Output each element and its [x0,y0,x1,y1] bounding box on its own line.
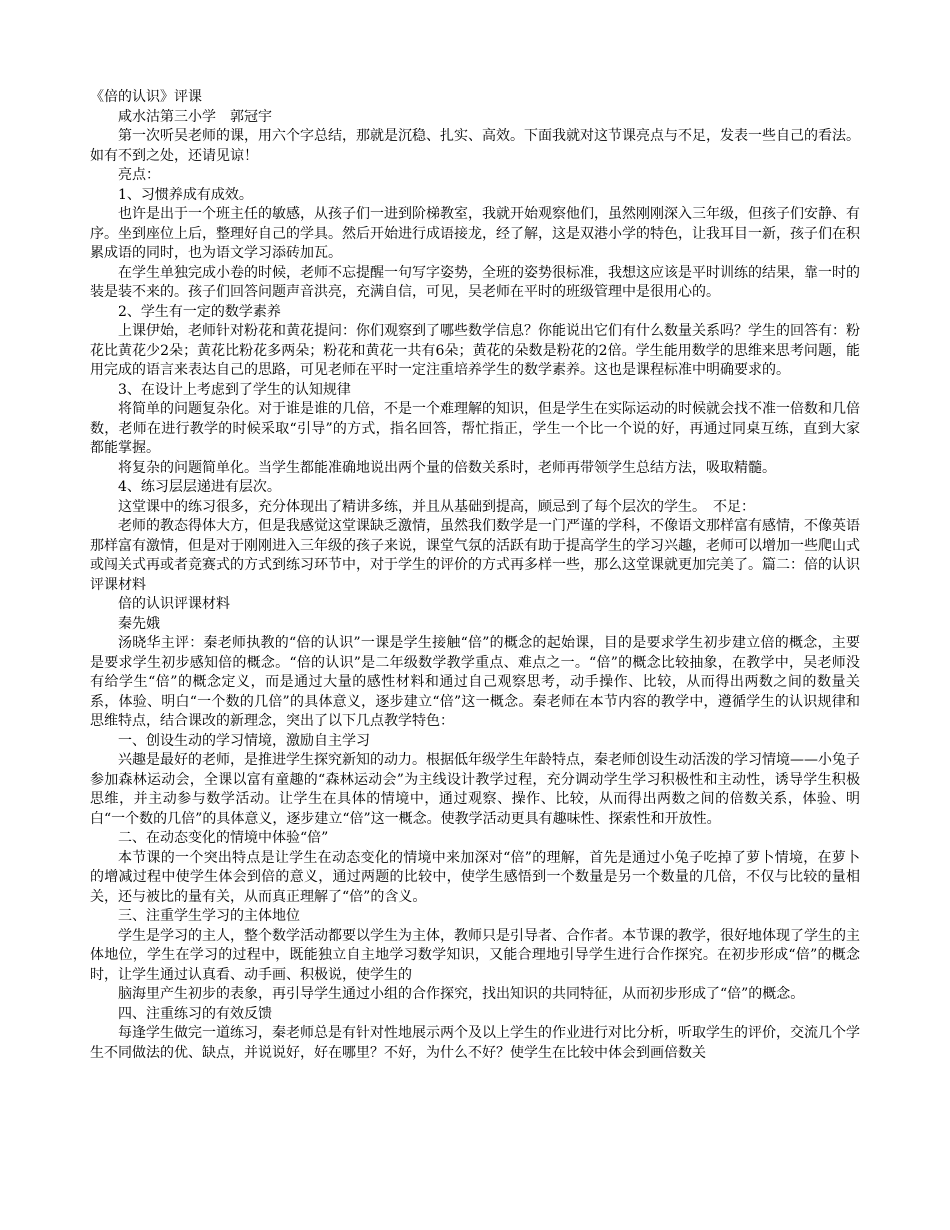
section-heading: 四、注重练习的有效反馈 [118,1005,272,1022]
paragraph: 脑海里产生初步的表象，再引导学生通过小组的合作探究，找出知识的共同特征，从而初步形成了“倍”的概念。 [118,986,805,1002]
paragraph: 本节课的一个突出特点是让学生在动态变化的情境中来加深对“倍”的理解，首先是通过小兔子吃掉了萝卜情境，在萝卜的增减过程中使学生体会到倍的意义，通过两题的比较中，使学生感悟到一个数量是另一个数量的几倍，不仅与比较的量相关，还与被比的量有关，从而真正理解了“倍”的含义。 [90,849,860,905]
paragraph: 这堂课中的练习很多，充分体现出了精讲多练，并且从基础到提高，顾忌到了每个层次的学生。 不足： [118,498,755,515]
section-heading: 二、在动态变化的情境中体验“倍” [118,830,329,846]
paragraph: 在学生单独完成小卷的时候，老师不忘提醒一句写字姿势，全班的姿势很标准，我想这应该是平时训练的结果，靠一时的装是装不来的。孩子们回答问题声音洪亮，充满自信，可见，吴老师在平时的班级管理中是很用心的。 [90,264,860,300]
paragraph: 将复杂的问题简单化。当学生都能准确地说出两个量的倍数关系时，老师再带领学生总结方法，吸取精髓。 [118,459,776,476]
paragraph: 汤晓华主评：秦老师执教的“倍的认识”一课是学生接触“倍”的概念的起始课，目的是要求学生初步建立倍的概念，主要是要求学生初步感知倍的概念。“倍的认识”是二年级数学教学重点、难点之一。“倍”的概念比较抽象，在教学中，吴老师没有给学生“倍”的概念定义，而是通过大量的感性材料和通过自己观察思考，动手操作、比较，从而得出两数之间的数量关系，体验、明白“一个数的几倍”的具体意义，逐步建立“倍”这一概念。秦老师在本节内容的教学中，遵循学生的认识规律和思维特点，结合课改的新理念，突出了以下几点教学特色： [90,635,860,729]
section-label: 亮点： [118,167,160,183]
section-heading: 2、学生有一定的数学素养 [118,303,281,320]
paragraph: 老师的教态得体大方，但是我感觉这堂课缺乏激情，虽然我们数学是一门严谨的学科，不像语文那样富有感情，不像英语那样富有激情，但是对于刚刚进入三年级的孩子来说，课堂气氛的活跃有助于提高学生的学习兴趣，老师可以增加一些爬山式或闯关式再或者竞赛式的方式到练习环节中，对于学生的评价的方式再多样一些，那么这堂课就更加完美了。篇二：倍的认识评课材料 [90,518,860,593]
author-line: 咸水沽第三小学 郭冠宇 [118,108,272,125]
paragraph: 第一次听吴老师的课，用六个字总结，那就是沉稳、扎实、高效。下面我就对这节课亮点与不足，发表一些自己的看法。如有不到之处，还请见谅！ [90,128,860,164]
document-title: 《倍的认识》评课 [90,89,202,105]
author-line: 秦先娥 [118,615,160,632]
paragraph: 每逢学生做完一道练习，秦老师总是有针对性地展示两个及以上学生的作业进行对比分析，听取学生的评价，交流几个学生不同做法的优、缺点，并说说好，好在哪里？不好，为什么不好？使学生在比较中体会到画倍数关 [90,1025,860,1061]
paragraph: 学生是学习的主人，整个数学活动都要以学生为主体，教师只是引导者、合作者。本节课的教学，很好地体现了学生的主体地位，学生在学习的过程中，既能独立自主地学习数学知识，又能合理地引导学生进行合作探究。在初步形成“倍”的概念时，让学生通过认真看、动手画、积极说，使学生的 [90,927,860,983]
section-heading: 4、练习层层递进有层次。 [118,479,281,495]
paragraph: 兴趣是最好的老师，是推进学生探究新知的动力。根据低年级学生年龄特点，秦老师创设生动活泼的学习情境——小兔子参加森林运动会，全课以富有童趣的“森林运动会”为主线设计教学过程，充分调动学生学习积极性和主动性，诱导学生积极思维，并主动参与数学活动。让学生在具体的情境中，通过观察、操作、比较，从而得出两数之间的倍数关系，体验、明白“一个数的几倍”的具体意义，逐步建立“倍”这一概念。使教学活动更具有趣味性、探索性和开放性。 [90,752,860,827]
subtitle: 倍的认识评课材料 [118,596,230,612]
section-heading: 三、注重学生学习的主体地位 [118,908,300,924]
section-heading: 一、创设生动的学习情境，激励自主学习 [118,732,370,749]
paragraph: 也许是出于一个班主任的敏感，从孩子们一进到阶梯教室，我就开始观察他们，虽然刚刚深入三年级，但孩子们安静、有序。坐到座位上后，整理好自己的学具。然后开始进行成语接龙，经了解，这是双港小学的特色，让我耳目一新，孩子们在积累成语的同时，也为语文学习添砖加瓦。 [90,206,860,261]
document-body [90,88,860,1063]
section-heading: 3、在设计上考虑到了学生的认知规律 [118,381,351,398]
paragraph: 上课伊始，老师针对粉花和黄花提问：你们观察到了哪些数学信息？你能说出它们有什么数量关系吗？学生的回答有：粉花比黄花少2朵；黄花比粉花多两朵；粉花和黄花一共有6朵；黄花的朵数是粉花的2倍。学生能用数学的思维来思考问题，能用完成的语言来表达自己的思路，可见老师在平时一定注重培养学生的数学素养。这也是课程标准中明确要求的。 [90,323,860,378]
section-heading: 1、习惯养成有成效。 [118,186,253,203]
paragraph: 将简单的问题复杂化。对于谁是谁的几倍，不是一个难理解的知识，但是学生在实际运动的时候就会找不准一倍数和几倍数，老师在进行教学的时候采取“引导”的方式，指名回答，帮忙指正，学生一个比一个说的好，再通过同桌互练，直到大家都能掌握。 [90,401,860,456]
